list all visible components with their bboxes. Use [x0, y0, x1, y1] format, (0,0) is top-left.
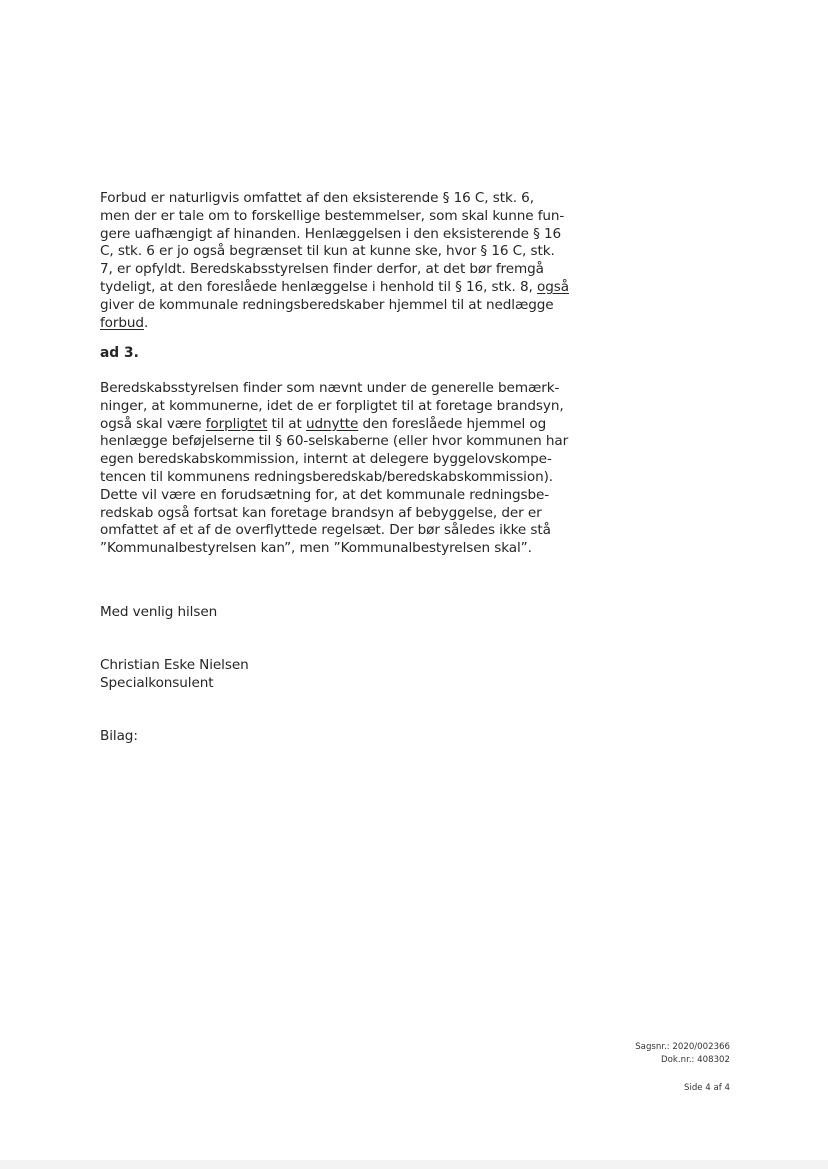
page-indicator: Side 4 af 4: [683, 1083, 730, 1093]
paragraph-line: ”Kommunalbestyrelsen kan”, men ”Kommunalbestyrelsen skal”.: [100, 540, 532, 557]
underlined-word-ogsa: også: [536, 278, 569, 295]
signature-title: Specialkonsulent: [100, 675, 214, 691]
paragraph-line-text: til at: [271, 415, 302, 432]
paragraph-line: omfattet af et af de overflyttede regelsæt. Der bør således ikke stå: [100, 522, 551, 539]
closing-salutation: Med venlig hilsen: [100, 604, 218, 620]
paragraph-line: [100, 416, 580, 434]
section-heading: ad 3.: [100, 345, 139, 361]
paragraph-line-text: også skal være: [100, 415, 202, 432]
case-number: Sagsnr.: 2020/002366: [635, 1042, 730, 1052]
paragraph-line: tencen til kommunens redningsberedskab/beredskabskommission).: [100, 468, 554, 485]
underlined-word-udnytte: udnytte: [305, 415, 359, 432]
paragraph-line: henlægge beføjelserne til § 60-selskaberne (eller hvor kommunen har: [100, 433, 569, 450]
attachments-label: Bilag:: [100, 728, 138, 744]
paragraph-line: [100, 315, 580, 333]
signature-name: Christian Eske Nielsen: [100, 657, 249, 673]
paragraph-line: 7, er opfyldt. Beredskabsstyrelsen finder derfor, at det bør fremgå: [100, 261, 544, 278]
paragraph-line: men der er tale om to forskellige bestemmelser, som skal kunne fun-: [100, 207, 565, 224]
paragraph-line: Beredskabsstyrelsen finder som nævnt under de generelle bemærk-: [100, 380, 560, 396]
paragraph-line-text: den foreslåede hjemmel og: [362, 415, 547, 432]
underlined-word-forbud: forbud: [100, 314, 144, 331]
paragraph-line: Dette vil være en forudsætning for, at det kommunale redningsbe-: [100, 486, 550, 503]
paragraph-line: redskab også fortsat kan foretage brandsyn af bebyggelse, der er: [100, 504, 542, 521]
paragraph-period: .: [143, 314, 149, 331]
paragraph-forbud: [100, 190, 580, 332]
paragraph-line: egen beredskabskommission, internt at delegere byggelovskompe-: [100, 451, 552, 468]
paragraph-line-text: tydeligt, at den foreslåede henlæggelse i henhold til § 16, stk. 8,: [100, 278, 533, 295]
paragraph-line: C, stk. 6 er jo også begrænset til kun at kunne ske, hvor § 16 C, stk.: [100, 243, 555, 260]
document-number: Dok.nr.: 408302: [661, 1055, 730, 1065]
underlined-word-forpligtet: forpligtet: [205, 415, 268, 432]
paragraph-line: Forbud er naturligvis omfattet af den eksisterende § 16 C, stk. 6,: [100, 190, 534, 206]
paragraph-line: giver de kommunale redningsberedskaber hjemmel til at nedlægge: [100, 296, 554, 313]
paragraph-line: [100, 279, 580, 297]
paragraph-line: gere uafhængigt af hinanden. Henlæggelsen i den eksisterende § 16: [100, 225, 562, 242]
scan-edge: [0, 1160, 828, 1169]
paragraph-ad3: [100, 380, 580, 558]
paragraph-line: ninger, at kommunerne, idet de er forpligtet til at foretage brandsyn,: [100, 397, 564, 414]
